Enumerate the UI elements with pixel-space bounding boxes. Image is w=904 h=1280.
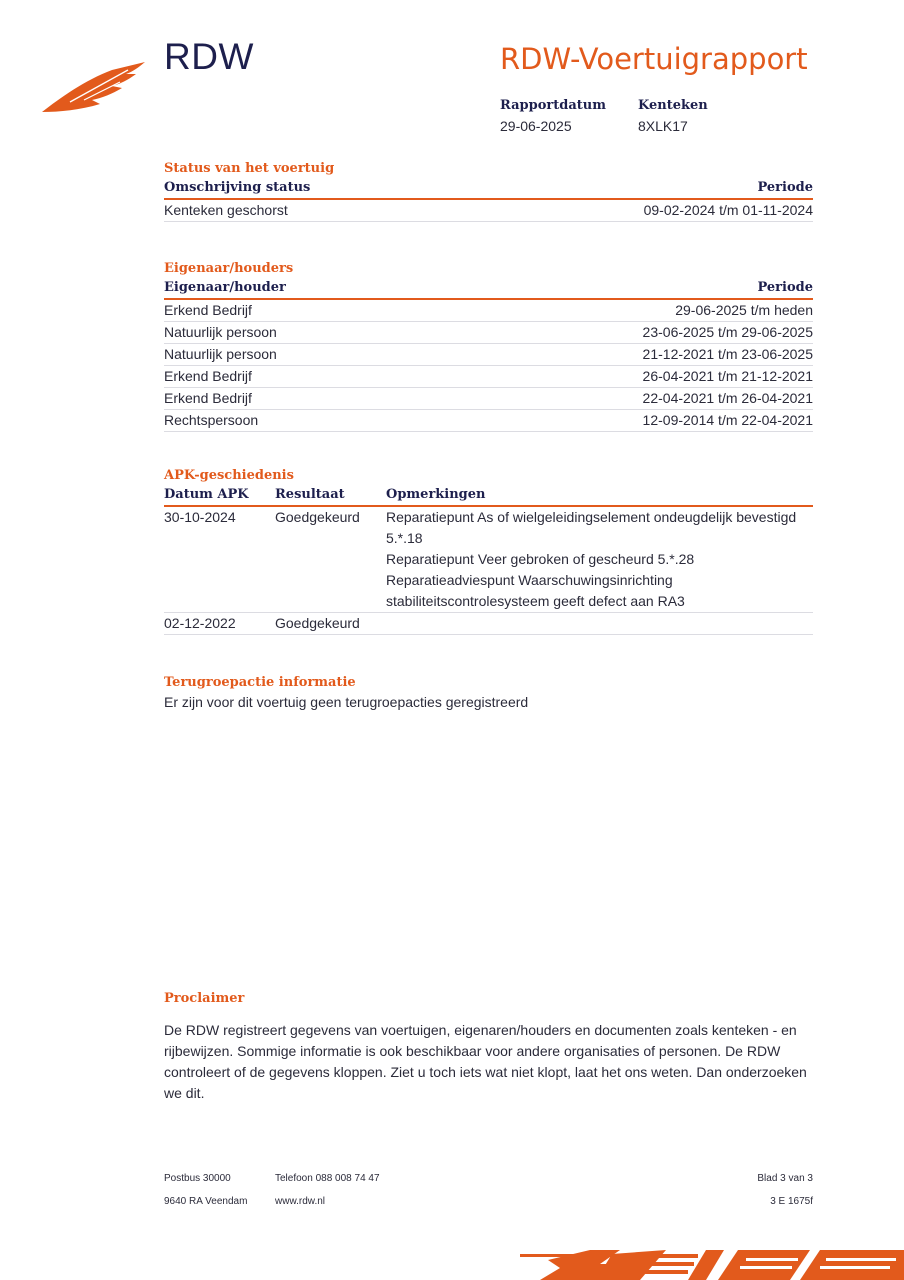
report-title: RDW-Voertuigrapport (500, 42, 808, 76)
recall-section (164, 674, 813, 713)
owner-period: 22-04-2021 t/m 26-04-2021 (642, 390, 813, 406)
apk-table-header (164, 485, 813, 507)
owner-name: Erkend Bedrijf (164, 302, 252, 318)
table-row (164, 410, 813, 432)
proclaimer-title: Proclaimer (164, 991, 245, 1006)
plate-value: 8XLK17 (638, 118, 688, 134)
status-header-period: Periode (757, 180, 813, 195)
table-row (164, 388, 813, 410)
status-period: 09-02-2024 t/m 01-11-2024 (643, 202, 813, 218)
proclaimer-line: we dit. (164, 1085, 205, 1101)
proclaimer-body (164, 1020, 813, 1104)
apk-remark-line: Reparatieadviespunt Waarschuwingsinrichting (386, 572, 673, 588)
apk-title: APK-geschiedenis (164, 468, 294, 483)
proclaimer-line: controleert of de gegevens kloppen. Ziet u toch iets wat niet klopt, laat het ons weten. Dan onderzoeken (164, 1064, 807, 1080)
owners-table-header (164, 278, 813, 300)
owner-period: 26-04-2021 t/m 21-12-2021 (642, 368, 813, 384)
apk-header-result: Resultaat (275, 487, 345, 502)
table-row (164, 200, 813, 222)
table-row (164, 300, 813, 322)
proclaimer-line: rijbewijzen. Sommige informatie is ook beschikbaar voor andere organisaties of personen. De RDW (164, 1043, 781, 1059)
apk-result: Goedgekeurd (275, 615, 360, 631)
rdw-stripe-icon (520, 1244, 904, 1280)
apk-date: 02-12-2022 (164, 615, 236, 631)
footer-code: 3 E 1675f (770, 1196, 813, 1207)
owners-header-owner: Eigenaar/houder (164, 280, 286, 295)
owner-name: Natuurlijk persoon (164, 346, 277, 362)
apk-remarks (386, 507, 813, 612)
footer-website: www.rdw.nl (275, 1196, 326, 1207)
brand-name: RDW (164, 36, 254, 77)
table-row (164, 507, 813, 613)
plate-label: Kenteken (638, 98, 708, 113)
rdw-logo-icon (40, 58, 150, 118)
apk-date: 30-10-2024 (164, 509, 236, 525)
apk-remark-line: Reparatiepunt As of wielgeleidingselement ondeugdelijk bevestigd (386, 509, 797, 525)
table-row (164, 366, 813, 388)
footer-phone: Telefoon 088 008 74 47 (275, 1173, 380, 1184)
status-title: Status van het voertuig (164, 161, 335, 176)
apk-remark-line: 5.*.18 (386, 530, 423, 546)
proclaimer-line: De RDW registreert gegevens van voertuigen, eigenaren/houders en documenten zoals kenteken - en (164, 1022, 797, 1038)
footer-city: 9640 RA Veendam (164, 1196, 248, 1207)
owner-name: Erkend Bedrijf (164, 390, 252, 406)
status-table-header (164, 178, 813, 200)
owner-period: 21-12-2021 t/m 23-06-2025 (642, 346, 813, 362)
owners-section (164, 260, 813, 432)
proclaimer-section (164, 990, 813, 1104)
recall-title: Terugroepactie informatie (164, 675, 356, 690)
status-header-description: Omschrijving status (164, 180, 311, 195)
apk-remark-line: Reparatiepunt Veer gebroken of gescheurd 5.*.28 (386, 551, 695, 567)
apk-remarks (386, 613, 813, 634)
owner-name: Rechtspersoon (164, 412, 259, 428)
owner-name: Erkend Bedrijf (164, 368, 252, 384)
report-date-value: 29-06-2025 (500, 118, 572, 134)
table-row (164, 344, 813, 366)
owner-period: 29-06-2025 t/m heden (675, 302, 813, 318)
footer-page: Blad 3 van 3 (757, 1173, 813, 1184)
table-row (164, 322, 813, 344)
apk-section (164, 467, 813, 635)
footer-postbus: Postbus 30000 (164, 1173, 231, 1184)
status-description: Kenteken geschorst (164, 202, 288, 218)
owner-name: Natuurlijk persoon (164, 324, 277, 340)
report-date-label: Rapportdatum (500, 98, 606, 113)
owners-header-period: Periode (757, 280, 813, 295)
owner-period: 23-06-2025 t/m 29-06-2025 (642, 324, 813, 340)
recall-text: Er zijn voor dit voertuig geen terugroepacties geregistreerd (164, 694, 529, 710)
owners-title: Eigenaar/houders (164, 261, 294, 276)
apk-remark-line: stabiliteitscontrolesysteem geeft defect aan RA3 (386, 593, 685, 609)
apk-header-date: Datum APK (164, 487, 249, 502)
table-row (164, 613, 813, 635)
apk-header-remarks: Opmerkingen (386, 487, 486, 502)
apk-result: Goedgekeurd (275, 509, 360, 525)
owner-period: 12-09-2014 t/m 22-04-2021 (642, 412, 813, 428)
status-section (164, 160, 813, 222)
